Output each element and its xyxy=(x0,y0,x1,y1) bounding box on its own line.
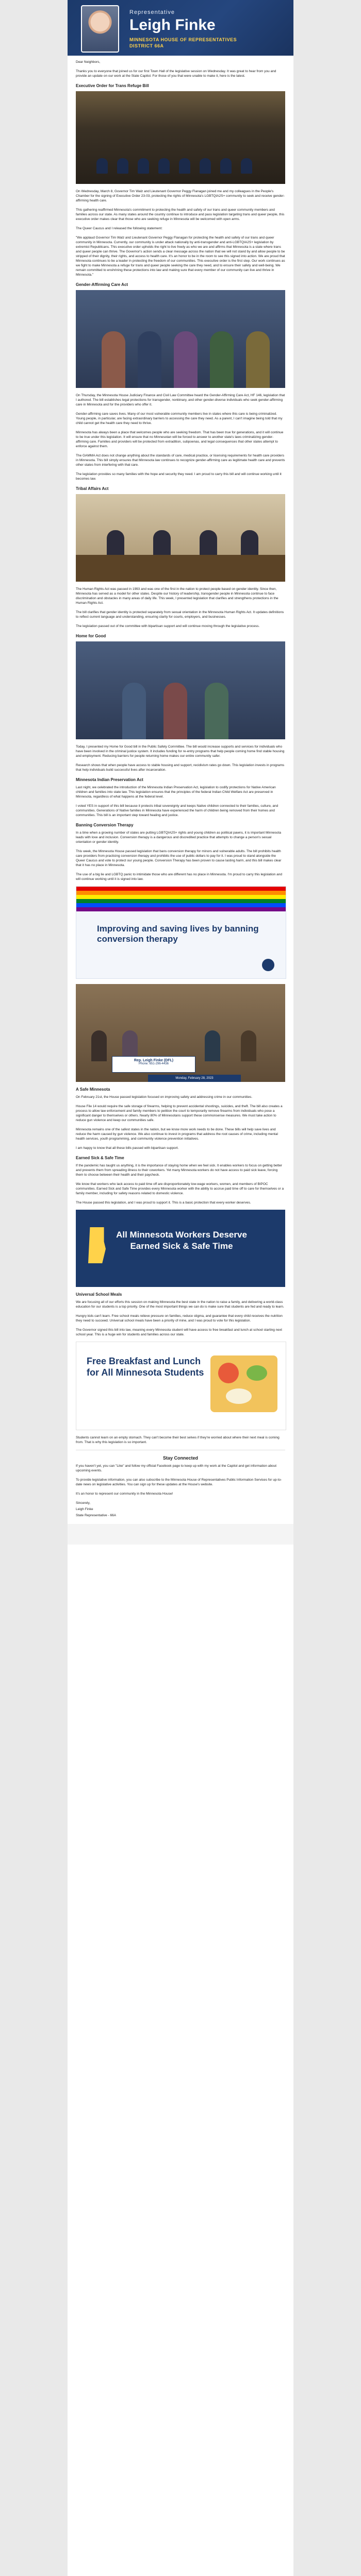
newsletter-sheet xyxy=(68,0,293,2576)
badge-name: Rep. Leigh Finke (DFL) xyxy=(134,1059,174,1062)
school-meals-graphic xyxy=(76,1342,286,1430)
workers-graphic-text: All Minnesota Workers Deserve Earned Sick & Safe Time xyxy=(116,1230,247,1251)
header-banner xyxy=(68,0,293,56)
paragraph: We are focusing all of our efforts this session on making Minnesota the best state in the nation to raise a family, and delivering a world-class education for our students is a top priority. One of the most important things we can do is make sure that students are fed and ready to learn. xyxy=(76,1300,284,1309)
header-subline-2: DISTRICT 66A xyxy=(129,43,164,48)
closing: Sincerely, xyxy=(76,1501,91,1505)
conversion-therapy-graphic xyxy=(76,886,286,979)
paragraph: I voted YES in support of this bill because it protects tribal sovereignty and keeps Native children connected to their families, culture, and communities. Generations of Native families in Minnesota have experienced the harm of children being removed from their homes and communities. This bill is an important step toward healing and justice. xyxy=(76,804,278,817)
paragraph: The bill clarifies that gender identity is protected separately from sexual orientation in the Minnesota Human Rights Act. It updates definitions to reflect current language and understanding, ensuring clarity for courts, employers, and businesses. xyxy=(76,611,284,619)
paragraph: The use of a big lie and LGBTQ panic to intimidate those who are different has no place in Minnesota. I'm proud to carry this legislation and will continue working until it is signed into law. xyxy=(76,873,283,881)
stay-connected-paragraph: It's an honor to represent our community in the Minnesota House! xyxy=(76,1492,173,1496)
paragraph: In a time when a growing number of states are putting LGBTQIA2S+ rights and young children as political pawns, it is important Minnesota leads with love and inclusion. Conversion therapy is a dangerous and discredited practice that attempts to change a person's sexual orientation or gender identity. xyxy=(76,831,281,844)
house-seal-icon xyxy=(262,959,274,971)
paragraph: I am happy to know that all these bills passed with bipartisan support. xyxy=(76,1146,179,1150)
name-badge xyxy=(112,1056,195,1073)
conversion-graphic-text: Improving and saving lives by banning conversion therapy xyxy=(97,924,259,944)
section-title-sick-safe-time: Earned Sick & Safe Time xyxy=(76,1156,124,1160)
paragraph: Hungry kids can't learn. Free school meals relieve pressure on families, reduce stigma, and guarantee that every child receives the nutrition they need to succeed. Universal school meals have been a priority of mine, and I was proud to vote for this legislation. xyxy=(76,1314,283,1323)
section-title-safe-minnesota: A Safe Minnesota xyxy=(76,1087,110,1092)
paragraph: We know that workers who lack access to paid time off are disproportionately low-wage workers, women, and members of BIPOC communities. Earned Sick and Safe Time provides every Minnesota worker with the ability to accrue paid time off to care for themselves or a family member, including for safety reasons related to domestic violence. xyxy=(76,1182,284,1195)
paragraph: The House passed this legislation, and I was proud to support it. This is a basic protection that every worker deserves. xyxy=(76,1201,251,1205)
signing-date: Monday, February 28, 2023 xyxy=(148,1075,241,1082)
stay-connected-paragraph[interactable]: If you haven't yet, you can "Like" and follow my official Facebook page to keep up with my work at the Capitol and get information about upcoming events. xyxy=(76,1464,277,1472)
paragraph: Gender-affirming care saves lives. Many of our most vulnerable community members live in states where this care is being criminalized. Young people, in particular, are facing extraordinary barriers to accessing the care they need. As a parent, I can't imagine being told that my child cannot get the health care they need to thrive. xyxy=(76,412,283,425)
minnesota-map-icon xyxy=(88,1227,106,1263)
capitol-photo xyxy=(76,91,285,184)
signoff xyxy=(76,1501,285,1518)
paragraph: Minnesota remains one of the safest states in the nation, but we know more work needs to be done. These bills will help save lives and reduce the harm caused by gun violence. We also continue to invest in programs that address the root causes of crime, including mental health services, youth programming, and community violence prevention initiatives. xyxy=(76,1128,278,1141)
paragraph: Research shows that when people have access to stable housing and support, recidivism rates go down. This legislation invests in programs that help individuals build successful lives after incarceration. xyxy=(76,764,285,772)
signoff-name: Leigh Finke xyxy=(76,1507,93,1511)
newsletter-content xyxy=(68,56,293,1518)
intro-paragraph: Thanks you to everyone that joined us for our first Town Hall of the legislative session on Wednesday. It was great to hear from you and provide an update on our work at the State Capitol. For those of you that were unable to make it, here is the latest. xyxy=(76,70,276,78)
paragraph: The legislation provides so many families with the hope and security they need. I am proud to carry this bill and will continue working until it becomes law. xyxy=(76,472,282,481)
paragraph: "We applaud Governor Tim Walz and Lieutenant Governor Peggy Flanagan for protecting the health and safety of our trans and queer community in Minnesota. Currently, our community is under attack nationally by anti-transgender and anti-LGBTQIA2S+ legislation by extremist Republicans. This executive order upholds the right to live freely as who we are and affirms that Minnesota is a state where trans and queer people can thrive. The Governor's action sends a clear message across the nation that we will not stand by and allow people to be stripped of their dignity, their rights, and access to health care. It's an honor to be in the room to see this signed into action. We are proud that Minnesota continues to be a leader in protecting the freedom of our communities. This executive order is the first step. Our work continues as we fight to make Minnesota a refuge for trans and queer people seeking the care they need, and to ensure their safety and well-being. We remain committed to enshrining these protections into law and making sure that every member of our community can live and thrive in Minnesota." xyxy=(76,236,285,277)
paragraph: Students cannot learn on an empty stomach. They can't become their best selves if they're worried about where their next meal is coming from. That is why this legislation is so important. xyxy=(76,1436,280,1444)
paragraph: On February 21st, the House passed legislation focused on improving safety and addressing crime in our communities. xyxy=(76,1095,253,1099)
paragraph: On Thursday, the Minnesota House Judiciary Finance and Civil Law Committee heard the Gender-Affirming Care Act, HF 146, legislation that I authored. The bill establishes legal protections for transgender, nonbinary, and other gender-diverse individuals who seek gender-affirming care in Minnesota and for the providers who offer it. xyxy=(76,394,285,406)
greeting: Dear Neighbors, xyxy=(76,60,101,64)
signoff-title: State Representative - 66A xyxy=(76,1514,117,1517)
section-title-school-meals: Universal School Meals xyxy=(76,1292,122,1297)
section-title-conversion-therapy: Banning Conversion Therapy xyxy=(76,823,134,827)
section-title-home-for-good: Home for Good xyxy=(76,634,106,638)
header-kicker: Representative xyxy=(129,9,175,15)
committee-hearing-photo xyxy=(76,494,285,582)
paragraph: On Wednesday, March 8, Governor Tim Walz and Lieutenant Governor Peggy Flanagan joined me and my colleagues in the People's Chamber for the signing of Executive Order 23-03, protecting the rights of Minnesota's LGBTQIA2S+ community to seek and receive gender-affirming health care. xyxy=(76,190,285,202)
section-title-tribal-affairs: Tribal Affairs Act xyxy=(76,486,109,491)
section-title-indian-preservation: Minnesota Indian Preservation Act xyxy=(76,777,143,782)
paragraph: If the pandemic has taught us anything, it is the importance of staying home when we feel sick. It enables workers to focus on getting better and prevents them from spreading illness to their coworkers. Yet many Minnesota workers do not have access to paid sick leave, forcing them to choose between their health and their paycheck. xyxy=(76,1164,282,1177)
paragraph: The Human Rights Act was passed in 1993 and was one of the first in the nation to protect people based on gender identity. Since then, Minnesota has served as a model for other states. Despite our history of leadership, transgender people in Minnesota continue to face discrimination and obstacles in many areas of daily life. This week, I presented legislation that clarifies and strengthens protections in the Human Rights Act. xyxy=(76,587,278,605)
paragraph: Last night, we celebrated the introduction of the Minnesota Indian Preservation Act, legislation to codify protections for Native American children and families into state law. This legislation ensures that the principles of the federal Indian Child Welfare Act are preserved in Minnesota, regardless of what happens at the federal level. xyxy=(76,786,276,799)
header-subline-1: MINNESOTA HOUSE OF REPRESENTATIVES xyxy=(129,37,237,42)
meal-tray-icon xyxy=(210,1355,277,1412)
stay-connected-title: Stay Connected xyxy=(162,1455,198,1461)
paragraph: The Governor signed this bill into law, meaning every Minnesota student will have access to free breakfast and lunch at school starting next school year. This is a huge win for students and families across our state. xyxy=(76,1328,282,1336)
press-conference-photo xyxy=(76,290,285,388)
bill-signing-photo xyxy=(76,984,285,1082)
home-for-good-photo xyxy=(76,641,285,739)
paragraph: This gathering reaffirmed Minnesota's commitment to protecting the health and safety of our trans and queer community members and families across our state. As many states around the country continue to introduce and pass legislation targeting trans and queer people, this executive order makes clear that those who are seeking refuge in Minnesota will be welcomed with open arms. xyxy=(76,208,285,221)
paragraph: Minnesota has always been a place that welcomes people who are seeking freedom. That has been true for generations, and it will continue to be true under this legislation. It will ensure that no Minnesotan will be forced to answer to another state's laws criminalizing gender-affirming care. Families and providers will be protected from extradition, subpoenas, and legal consequences that other states attempt to enforce against them. xyxy=(76,431,284,448)
paragraph: The GAMMA Act does not change anything about the standards of care, medical practice, or licensing requirements for health care providers in Minnesota. This bill simply ensures that Minnesota law continues to recognize gender-affirming care as legitimate health care and prevents other states from interfering with that care. xyxy=(76,454,285,467)
paragraph: This week, the Minnesota House passed legislation that bans conversion therapy for minors and vulnerable adults. The bill prohibits health care providers from practicing conversion therapy and prohibits the use of public dollars to pay for it. I was proud to stand alongside the Queer Caucus and vote to protect our young people. Conversion Therapy has been proven to cause lasting harm, and this bill makes clear that it has no place in Minnesota. xyxy=(76,850,282,867)
section-title-gender-affirming: Gender-Affirming Care Act xyxy=(76,282,128,287)
meals-graphic-text: Free Breakfast and Lunch for All Minnesota Students xyxy=(87,1356,204,1378)
footer-band xyxy=(68,1524,293,1545)
section-title-trans-refuge: Executive Order for Trans Refuge Bill xyxy=(76,83,149,88)
paragraph: The legislation passed out of the committee with bipartisan support and will continue moving through the legislative process. xyxy=(76,624,260,628)
header-name: Leigh Finke xyxy=(129,16,216,33)
representative-photo xyxy=(81,5,119,53)
paragraph: Today, I presented my Home for Good bill in the Public Safety Committee. The bill would increase supports and services for individuals who have been involved in the criminal justice system. It includes funding for re-entry programs that help people coming home find stable housing and employment. Reducing barriers for people returning home makes our entire community safer. xyxy=(76,745,285,758)
paragraph: House File 14 would require the safe storage of firearms, helping to prevent accidental shootings, suicides, and theft. The bill also creates a process to allow law enforcement and family members to petition the court to temporarily remove firearms from individuals who pose a significant danger to themselves or others. Nearly 80% of Minnesotans support these commonsense measures. We must take action to reduce gun violence and keep our communities safe. xyxy=(76,1105,283,1122)
badge-phone: Phone: 651-296-4436 xyxy=(138,1062,169,1065)
sick-safe-time-graphic xyxy=(76,1210,285,1287)
paragraph: The Queer Caucus and I released the following statement: xyxy=(76,227,163,230)
stay-connected-paragraph: To provide legislative information, you can also subscribe to the Minnesota House of Representatives Public Information Services for up-to-date news on legislative activities. You can sign up for these updates at the House's website. xyxy=(76,1478,282,1486)
